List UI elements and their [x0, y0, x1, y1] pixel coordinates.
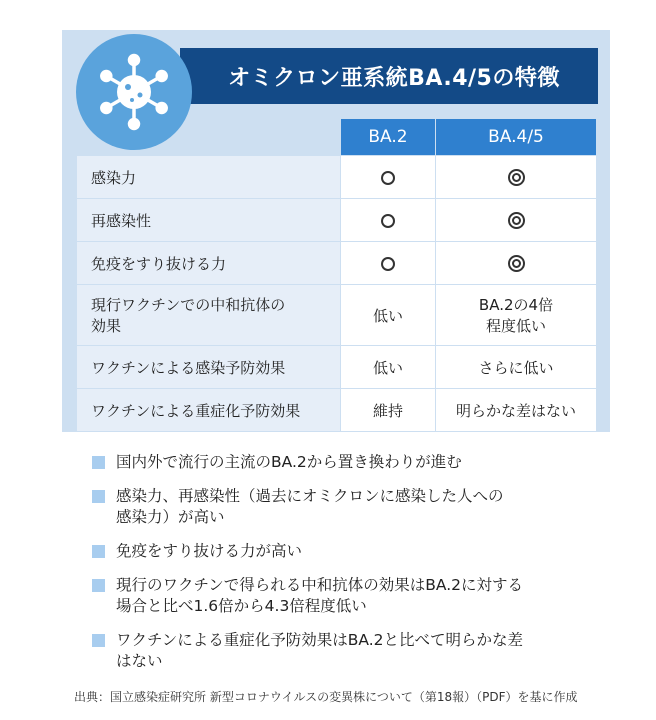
circle-icon [381, 214, 395, 228]
header-ba2: BA.2 [341, 119, 436, 156]
list-item-line2: はない [116, 652, 163, 670]
list-item [92, 541, 612, 562]
double-circle-icon [508, 255, 525, 272]
list-item-line1: 現行のワクチンで得られる中和抗体の効果はBA.2に対する [116, 576, 523, 594]
header-blank-cell [77, 119, 341, 156]
bullet-square-icon [92, 579, 105, 592]
title-banner [180, 48, 598, 104]
row-label-line2: 効果 [91, 317, 122, 335]
row-label [77, 285, 341, 346]
ba45-cell [436, 199, 597, 242]
table-row [77, 242, 597, 285]
list-item-line1: ワクチンによる重症化予防効果はBA.2と比べて明らかな差 [116, 631, 523, 649]
ba45-cell [436, 242, 597, 285]
row-label: 再感染性 [77, 199, 341, 242]
ba45-cell: さらに低い [436, 346, 597, 389]
bullet-square-icon [92, 490, 105, 503]
ba2-cell: 維持 [341, 389, 436, 432]
row-label: 感染力 [77, 156, 341, 199]
list-item [92, 630, 612, 672]
list-item [92, 486, 612, 528]
table-row [77, 285, 597, 346]
bullet-square-icon [92, 456, 105, 469]
list-item-line1: 免疫をすり抜ける力が高い [116, 542, 303, 560]
list-item [92, 452, 612, 473]
key-points-list [92, 452, 612, 685]
table-row [77, 346, 597, 389]
ba2-cell [341, 156, 436, 199]
list-item-line2: 場合と比べ1.6倍から4.3倍程度低い [116, 597, 367, 615]
ba2-cell: 低い [341, 346, 436, 389]
circle-icon [381, 257, 395, 271]
table-row [77, 199, 597, 242]
table-row [77, 389, 597, 432]
row-label: ワクチンによる感染予防効果 [77, 346, 341, 389]
summary-panel [62, 30, 610, 432]
ba2-cell: 低い [341, 285, 436, 346]
row-label: 免疫をすり抜ける力 [77, 242, 341, 285]
row-label-line1: 現行ワクチンでの中和抗体の [91, 296, 286, 314]
ba2-cell [341, 199, 436, 242]
bullet-square-icon [92, 545, 105, 558]
header-ba45: BA.4/5 [436, 119, 597, 156]
list-item [92, 575, 612, 617]
list-item-line2: 感染力）が高い [116, 508, 225, 526]
double-circle-icon [508, 169, 525, 186]
list-item-line1: 国内外で流行の主流のBA.2から置き換わりが進む [116, 453, 462, 471]
row-label: ワクチンによる重症化予防効果 [77, 389, 341, 432]
list-item-line1: 感染力、再感染性（過去にオミクロンに感染した人への [116, 487, 504, 505]
ba45-cell [436, 285, 597, 346]
comparison-table [76, 118, 597, 432]
bullet-square-icon [92, 634, 105, 647]
page-title: オミクロン亜系統BA.4/5の特徴 [228, 65, 560, 91]
ba45-cell: 明らかな差はない [436, 389, 597, 432]
ba45-cell [436, 156, 597, 199]
ba2-cell [341, 242, 436, 285]
table-header-row [77, 119, 597, 156]
double-circle-icon [508, 212, 525, 229]
table-row [77, 156, 597, 199]
source-note: 出典：国立感染症研究所 新型コロナウイルスの変異株について（第18報）（PDF）を基に作成 [74, 690, 578, 704]
circle-icon [381, 171, 395, 185]
ba45-cell-line1: BA.2の4倍 [478, 296, 554, 314]
ba45-cell-line2: 程度低い [485, 317, 546, 335]
